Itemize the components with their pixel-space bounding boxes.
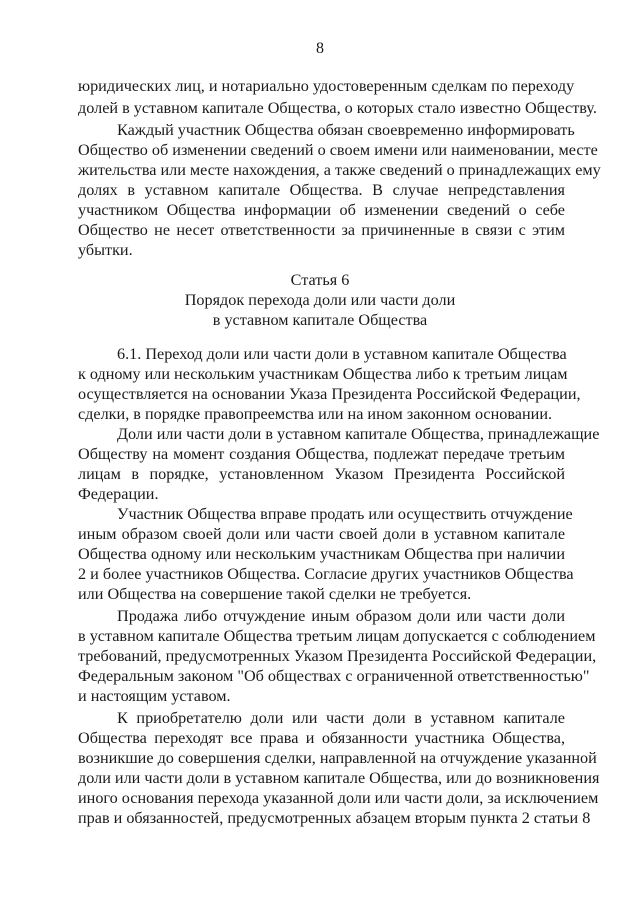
text-line: 6.1. Переход доли или части доли в уставном капитале Общества xyxy=(117,345,567,363)
text-line: 2 и более участников Общества. Согласие других участников Общества xyxy=(78,565,574,583)
text-line: Обществу на момент создания Общества, подлежат передаче третьим xyxy=(78,445,565,463)
text-line: долей в уставном капитале Общества, о которых стало известно Обществу. xyxy=(78,99,597,117)
text-line: осуществляется на основании Указа Президента Российской Федерации, xyxy=(78,385,581,403)
text-line: требований, предусмотренных Указом Президента Российской Федерации, xyxy=(78,647,597,665)
text-line: Общество об изменении сведений о своем имени или наименовании, месте xyxy=(78,141,598,159)
text-line: иного основания перехода указанной доли или части доли, за исключением xyxy=(78,789,599,807)
text-line: доли или части доли в уставном капитале Общества, или до возникновения xyxy=(78,769,600,787)
text-line: долях в уставном капитале Общества. В случае непредставления xyxy=(78,181,565,199)
text-line: жительства или месте нахождения, а также сведений о принадлежащих ему xyxy=(78,161,601,179)
text-line: в уставном капитале Общества третьим лицам допускается с соблюдением xyxy=(78,627,596,645)
article-title-line-1: Порядок перехода доли или части доли xyxy=(184,291,456,309)
text-line: к одному или нескольким участникам Общества либо к третьим лицам xyxy=(78,365,568,383)
text-line: Каждый участник Общества обязан своевременно информировать xyxy=(117,121,575,139)
text-line: убытки. xyxy=(78,241,133,259)
article-number: Статья 6 xyxy=(290,271,350,289)
text-line: участником Общества информации об изменении сведений о себе xyxy=(78,201,565,219)
text-line: Федеральным законом "Об обществах с ограниченной ответственностью" xyxy=(78,667,590,685)
page-number: 8 xyxy=(316,40,324,57)
text-line: иным образом своей доли или части своей доли в уставном капитале xyxy=(78,525,565,543)
text-line: или Общества на совершение такой сделки не требуется. xyxy=(78,585,472,603)
text-line: Федерации. xyxy=(78,485,159,503)
text-line: юридических лиц, и нотариально удостоверенным сделкам по переходу xyxy=(78,77,575,95)
text-line: возникшие до совершения сделки, направленной на отчуждение указанной xyxy=(78,749,597,767)
text-line: Общества переходят все права и обязанности участника Общества, xyxy=(78,729,565,747)
text-line: Доли или части доли в уставном капитале Общества, принадлежащие xyxy=(117,425,600,443)
text-line: Продажа либо отчуждение иным образом доли или части доли xyxy=(117,607,565,625)
text-line: К приобретателю доли или части доли в уставном капитале xyxy=(117,709,565,727)
text-line: Общество не несет ответственности за причиненные в связи с этим xyxy=(78,221,565,239)
text-line: прав и обязанностей, предусмотренных абзацем вторым пункта 2 статьи 8 xyxy=(78,809,591,827)
article-title-line-2: в уставном капитале Общества xyxy=(212,311,428,329)
text-line: и настоящим уставом. xyxy=(78,687,231,705)
text-line: сделки, в порядке правопреемства или на ином законном основании. xyxy=(78,405,553,423)
text-line: лицам в порядке, установленном Указом Президента Российской xyxy=(78,465,565,483)
text-line: Общества одному или нескольким участникам Общества при наличии xyxy=(78,545,565,563)
text-line: Участник Общества вправе продать или осуществить отчуждение xyxy=(117,505,573,523)
